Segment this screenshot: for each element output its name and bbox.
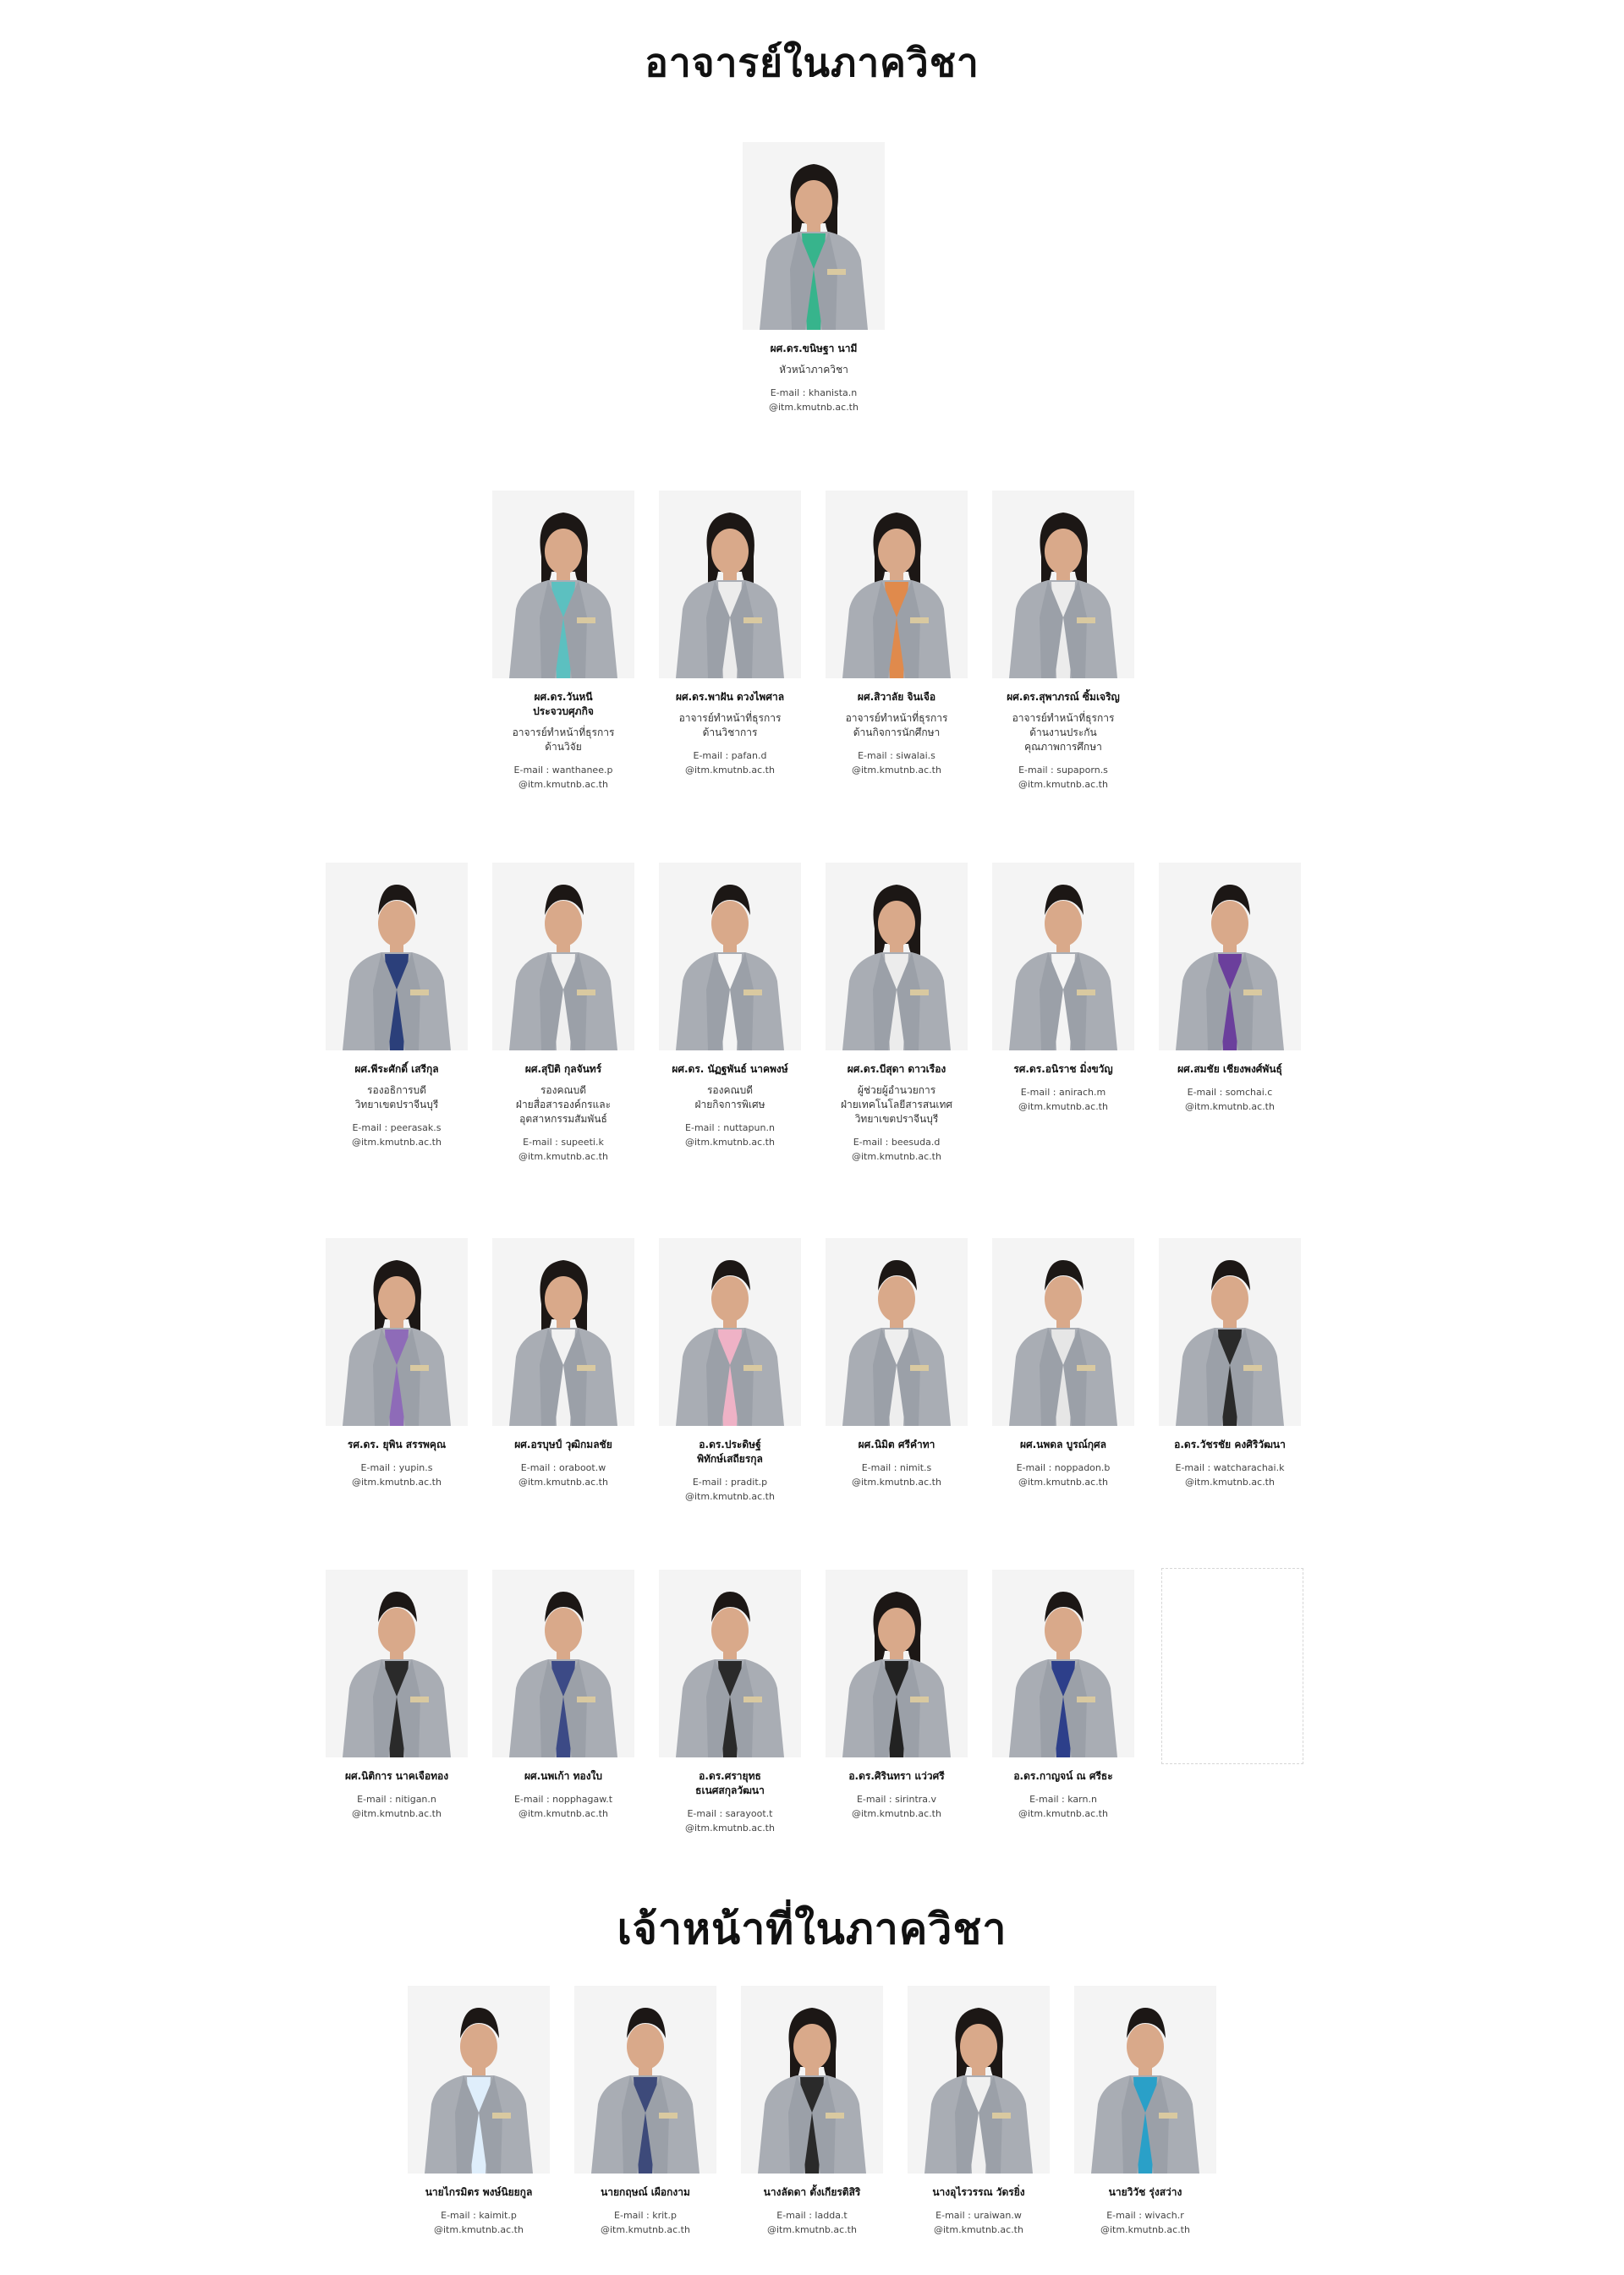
person-email: E-mail : khanista.n @itm.kmutnb.ac.th [769, 387, 859, 413]
person-name: ผศ.สมชัย เชียงพงศ์พันธุ์ [1177, 1063, 1282, 1075]
person-role: อาจารย์ทำหน้าที่ธุรการ ด้านวิจัย [512, 726, 615, 753]
person-email: E-mail : peerasak.s @itm.kmutnb.ac.th [352, 1122, 442, 1148]
portrait-photo [743, 142, 885, 330]
person-name: ผศ.นิมิต ศรีคำทา [858, 1439, 935, 1450]
faculty-card [1157, 863, 1303, 1114]
faculty-card [491, 1238, 636, 1489]
person-email: E-mail : supeeti.k @itm.kmutnb.ac.th [518, 1137, 608, 1162]
faculty-card [824, 1570, 969, 1821]
person-email: E-mail : sarayoot.t @itm.kmutnb.ac.th [685, 1808, 775, 1834]
person-name: ผศ.ดร.สุพาภรณ์ ซิ้มเจริญ [1007, 691, 1120, 703]
person-name: อ.ดร.ศิรินทรา แว่วศรี [848, 1770, 945, 1782]
person-email: E-mail : uraiwan.w @itm.kmutnb.ac.th [934, 2210, 1023, 2235]
person-role: รองอธิการบดี วิทยาเขตปราจีนบุรี [354, 1084, 439, 1110]
portrait-photo [659, 1570, 801, 1757]
person-name: ผศ.ดร.ขนิษฐา นามี [770, 343, 858, 354]
person-name: ผศ.อรบุษป์ วุฒิกมลชัย [514, 1439, 612, 1450]
person-name: ผศ.ดร.บีสุดา ดาวเรือง [847, 1063, 946, 1075]
person-name: ผศ.ดร. นัฏฐพันธ์ นาคพงษ์ [672, 1063, 788, 1075]
person-name: รศ.ดร.อนิราช มิ่งขวัญ [1013, 1063, 1113, 1075]
faculty-card [990, 1570, 1136, 1821]
person-role: อาจารย์ทำหน้าที่ธุรการ ด้านงานประกัน คุณภาพการศึกษา [1012, 712, 1115, 753]
person-email: E-mail : nitigan.n @itm.kmutnb.ac.th [352, 1794, 442, 1819]
person-email: E-mail : anirach.m @itm.kmutnb.ac.th [1018, 1087, 1108, 1112]
person-email: E-mail : pradit.p @itm.kmutnb.ac.th [685, 1477, 775, 1502]
portrait-photo [908, 1986, 1050, 2174]
faculty-card [657, 1238, 803, 1504]
person-email: E-mail : siwalai.s @itm.kmutnb.ac.th [852, 750, 941, 776]
person-email: E-mail : nopphagaw.t @itm.kmutnb.ac.th [513, 1794, 613, 1819]
portrait-photo [992, 1238, 1134, 1426]
person-role: รองคณบดี ฝ่ายสื่อสารองค์กรและ อุตสาหกรรมสัมพันธ์ [515, 1084, 612, 1125]
portrait-photo [992, 491, 1134, 678]
portrait-photo [492, 1238, 634, 1426]
faculty-card [741, 142, 886, 414]
staff-section-title: เจ้าหน้าที่ในภาควิชา [617, 1905, 1007, 1954]
portrait-photo [659, 1238, 801, 1426]
person-name: ผศ.นิติการ นาคเจือทอง [344, 1770, 449, 1782]
person-email: E-mail : wivach.r @itm.kmutnb.ac.th [1100, 2210, 1190, 2235]
faculty-card [990, 491, 1136, 792]
person-name: ผศ.นพดล บูรณ์กุศล [1019, 1439, 1107, 1450]
portrait-photo [659, 491, 801, 678]
person-email: E-mail : karn.n @itm.kmutnb.ac.th [1018, 1794, 1108, 1819]
person-role: อาจารย์ทำหน้าที่ธุรการ ด้านวิชาการ [678, 712, 782, 738]
person-name: อ.ดร.กาญจน์ ณ ศรีธะ [1013, 1770, 1113, 1782]
faculty-card [491, 863, 636, 1164]
person-role: ผู้ช่วยผู้อำนวยการ ฝ่ายเทคโนโลยีสารสนเทศ วิทยาเขตปราจีนบุรี [841, 1084, 952, 1125]
person-email: E-mail : somchai.c @itm.kmutnb.ac.th [1185, 1087, 1275, 1112]
staff-card [573, 1986, 718, 2237]
portrait-photo [826, 491, 968, 678]
person-email: E-mail : sirintra.v @itm.kmutnb.ac.th [852, 1794, 941, 1819]
staff-card [739, 1986, 885, 2237]
person-name: นางลัดดา ตั้งเกียรติสิริ [763, 2186, 861, 2198]
portrait-photo [826, 1238, 968, 1426]
portrait-photo [1159, 1238, 1301, 1426]
staff-card [406, 1986, 551, 2237]
portrait-photo [1159, 863, 1301, 1050]
person-email: E-mail : supaporn.s @itm.kmutnb.ac.th [1018, 765, 1108, 790]
person-name: ผศ.สุปิติ กุลจันทร์ [524, 1063, 602, 1075]
person-role: หัวหน้าภาควิชา [779, 364, 848, 376]
person-email: E-mail : kaimit.p @itm.kmutnb.ac.th [434, 2210, 524, 2235]
portrait-photo [574, 1986, 716, 2174]
person-name: ผศ.พีระศักดิ์ เสรีกุล [354, 1063, 439, 1075]
person-name: นายวิวัช รุ่งสว่าง [1108, 2186, 1182, 2198]
person-name: อ.ดร.ศรายุทธ ธเนศสกุลวัฒนา [695, 1770, 765, 1796]
person-email: E-mail : yupin.s @itm.kmutnb.ac.th [352, 1462, 442, 1488]
portrait-photo [492, 491, 634, 678]
person-name: ผศ.ดร.พาฝัน ดวงไพศาล [675, 691, 785, 703]
portrait-photo [992, 863, 1134, 1050]
person-role: อาจารย์ทำหน้าที่ธุรการ ด้านกิจการนักศึกษา [845, 712, 948, 738]
person-name: อ.ดร.วัชรชัย คงศิริวัฒนา [1174, 1439, 1286, 1450]
person-email: E-mail : ladda.t @itm.kmutnb.ac.th [767, 2210, 857, 2235]
faculty-card [824, 863, 969, 1164]
portrait-photo [741, 1986, 883, 2174]
faculty-card [1157, 1238, 1303, 1489]
faculty-card [491, 1570, 636, 1821]
faculty-card [657, 1570, 803, 1835]
faculty-section-title: อาจารย์ในภาควิชา [645, 40, 979, 85]
faculty-card [657, 491, 803, 777]
portrait-photo [992, 1570, 1134, 1757]
person-name: ผศ.ดร.วันหนี ประจวบศุภกิจ [533, 691, 594, 717]
person-name: ผศ.สิวาลัย จินเจือ [857, 691, 936, 703]
portrait-photo [326, 863, 468, 1050]
person-email: E-mail : oraboot.w @itm.kmutnb.ac.th [518, 1462, 608, 1488]
portrait-photo [492, 863, 634, 1050]
empty-photo-slot [1161, 1568, 1303, 1764]
staff-card [1073, 1986, 1218, 2237]
person-email: E-mail : pafan.d @itm.kmutnb.ac.th [685, 750, 775, 776]
faculty-card [990, 863, 1136, 1114]
portrait-photo [1074, 1986, 1216, 2174]
portrait-photo [408, 1986, 550, 2174]
person-email: E-mail : noppadon.b @itm.kmutnb.ac.th [1016, 1462, 1111, 1488]
portrait-photo [326, 1238, 468, 1426]
person-name: อ.ดร.ประดิษฐ์ พิทักษ์เสถียรกุล [697, 1439, 763, 1465]
faculty-card [824, 491, 969, 777]
faculty-card [657, 863, 803, 1149]
portrait-photo [326, 1570, 468, 1757]
person-name: รศ.ดร. ยุพิน สรรพคุณ [347, 1439, 447, 1450]
faculty-card [824, 1238, 969, 1489]
person-role: รองคณบดี ฝ่ายกิจการพิเศษ [694, 1084, 765, 1110]
faculty-card [324, 1238, 469, 1489]
person-email: E-mail : krit.p @itm.kmutnb.ac.th [601, 2210, 690, 2235]
person-name: ผศ.นพเก้า ทองใบ [524, 1770, 603, 1782]
faculty-card [324, 1570, 469, 1821]
person-name: นายกฤษณ์ เผือกงาม [601, 2186, 690, 2198]
portrait-photo [492, 1570, 634, 1757]
staff-card [906, 1986, 1051, 2237]
faculty-card [491, 491, 636, 792]
person-email: E-mail : wanthanee.p @itm.kmutnb.ac.th [513, 765, 613, 790]
faculty-card [324, 863, 469, 1149]
person-name: นางอุไรวรรณ วัดรยิ่ง [932, 2186, 1025, 2198]
faculty-card [990, 1238, 1136, 1489]
portrait-photo [826, 1570, 968, 1757]
person-email: E-mail : nimit.s @itm.kmutnb.ac.th [852, 1462, 941, 1488]
person-email: E-mail : watcharachai.k @itm.kmutnb.ac.th [1175, 1462, 1285, 1488]
portrait-photo [659, 863, 801, 1050]
person-name: นายไกรมิตร พงษ์นิยยกูล [425, 2186, 533, 2198]
person-email: E-mail : beesuda.d @itm.kmutnb.ac.th [852, 1137, 941, 1162]
person-email: E-mail : nuttapun.n @itm.kmutnb.ac.th [685, 1122, 775, 1148]
portrait-photo [826, 863, 968, 1050]
